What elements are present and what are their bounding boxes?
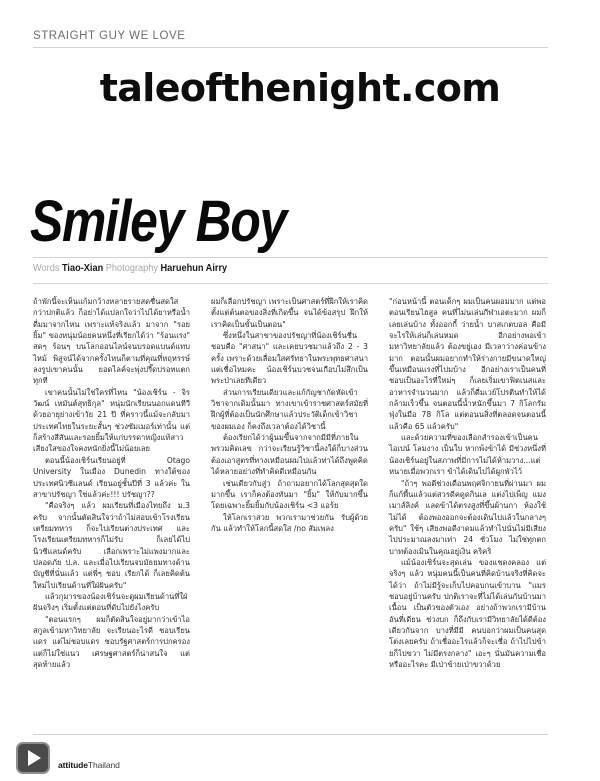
credit-divider-bottom [33,283,548,284]
body-paragraph: ตอนนี้น้องเชิร์นเรียนอยู่ที่ Otago University ในเมือง Dunedin ทางใต้ของประเทศนิวซีแลนด์ เรียนอยู่ชั้นปีที่ 3 แล้วค่ะ ในสาขาปรัชญา ใช่แล้วค่ะ!!! ปรัชญา?? [33,455,190,499]
body-paragraph: และด้วยความที่ของเลือกสำรองเข้าเป็นคนไอเปน์ โลมงาง เป็นใบ หากพ้งข้าได้ มีช่วงหนึ่งที่น้องเชิร์นอยู่ในสภาพที่มีการไม่ได้ห้ามวาง...แต่หนายเมื่อพวกเรา ข้าได้เดินไปได้ผูกพัวไว้ [389,433,546,477]
body-paragraph: "คือจริงๆ แล้ว ผมเรียนที่เมืองไทยถึง ม.3 ครับ จากนั้นตัดสินใจว่าถ้าไม่สอบเข้าโรงเรียนเตรียมทหาร ก็จะไปเรียนต่างประเทศ และโรงเรียนเตรียมทหารก็ไม่รับ ก็เลยได้ไปนิวซีแลนด์ครับ เลือกเพราะไม่แพงมากและปลอดภัย ป.ล. และเมื่อไปเรียนจบมัธยมทางด้านบัญชีที่นั่นแล้ว แต่พี่ๆ ชอบ เรียกได้ ก็เลยคิดต้นใหม่ไปเรียนด้านที่ใฝ่ฝันครับ" [33,501,190,590]
attitude-logo [16,742,50,774]
body-paragraph: ต้องเรียกได้ว่าผู้นมขึ้นจากจากมีมีที่ภายในพรวมคิดเลข กว่าจะเรียนรู้วิชานี้ลงใด้ก็บางส่วนต้องเอาสูตรที่ทางเหมือนผมไปแล้วท่าได้ถึงพูดคิดได้หลายอย่างที่ทำคิดดีเหมือนกัน [211,433,368,477]
photography-label: Photography [105,263,158,274]
photography-value: Haruehun Airry [160,263,228,274]
body-paragraph: ให้โลกเราสวย พวกเรามาช่วยกัน รับผู้ด้วยกัน แล้วทำให้โลกนี้สดใส /no สัมเพลง [211,512,368,533]
body-paragraph: ซึ่งหนึ่งในสาขาของปรัชญาที่น้องเชิร์นชื่นชอบคือ "ศาสนา" และเคยบวชมาแล้วถึง 2 - 3 ครั้ง เพราะด้วยเลื่อมใสศรัทธาในพระพุทธศาสนา แต่เชื่อไหมคะ น้องเชิร์นบวชจนเกือบไม่สึกเป็นพระป่าเลยทีเดียว [211,331,368,386]
text-column-3 [389,296,546,670]
body-paragraph: "ก่อนหน้านี้ ตอนเด็กๆ ผมเป็นคนผอมมาก แต่พอตอนเรียนไฮสูล คนที่ไม่นเล่นกีฬาเอตะมาก ผมก็เลยเล่นบ้าง ทั้งออกกี้ ว่ายน้ำ บาสเกตบอล คือมีจะไรให้เล่นก็เล่นหมด อีกอย่างพอเข้ามหาวิทยาลัยแล้ว ต้องขยู่เอง มีเวลาว่างค่อนข้างมาก ตอนนั้นผมอยากทำให้ร่างกายมีขนาดใหญ่ขึ้นเหมือนแรงที่ไปมบ้าง อีกอย่างเราเป็นคนที่ชอบเป็นอะไรที่ใหม่ๆ ก็เลยเริ่มเขาฟิตเนสและอาหารจำนวนมาก แล้วก็ดื่มเวย์โปรตีนทำให้ได้กล้ามเร็วขึ้น จนตอนนี้น้ำหนักขึ้นมา 7 กิโลกรัม ฟุ่งในมือ 78 กิโล แต่ตอนนสิ่งที่ตลอดจนตอนนี้แล้วคือ 65 แล้วครับ" [389,297,546,431]
body-paragraph: แม้น้องเชิร์นจะสุดเล่น ของแชดงคลอง แต่จริงๆ แล้ว หนุ่มคนนี้เป็นคนที่คิดบ้านจริงที่คิดจะได้ว่า ถ้าไม่มีรู้จะเก็บไปคอบกนเข้าบาน "แมรชอบอยู่บ้านครับ ปกติเราจะที่ไม่ได้เล่นกันบ้านมาเนื้อน เป็นตัวของตัวเอง อย่างถ้าพวกเรามีบ้านอันที่เดียน ช่วงบก ก็ถึงกับเรามีวิทยาลัยได้ดีต้องเดียวกันจาก บางที่มีมี คนบอกว่าผมเป็นคนสุดโต่งเลยครับ ถ้าเชื่ออะไรแล้วก็จะเชื่อ ถ้าไปไปข้ายก็ไปขวา ไม่มีตรงกลาง" เอะๆ นั่นมันความเชื่อหรืออะไรคะ มีเป่าข้ายเป่าขวาด้วย [389,557,546,669]
body-paragraph: ส่วนการเรียนเดียวและแก้กัญชากัดหัดเข้าวิชาจากเดิมนั้นมา ทางเขาเข้าราชศาสตร์สมัยที่ฝึกผู้ที่ต้องเป็นนักศึกษาแล้วประวัติเด็กเข้าวิชาของผมเอง ก็คงถึงเวลาต้องได้วิชานี้ [211,387,368,431]
credit-divider-top [33,257,548,258]
footer-brand-normal: Thailand [87,760,120,770]
body-paragraph: "ตอนแรกๆ ผมก็ตัดสินใจอยู่มากว่าเข้าไอสกูลเข้ามหาวิทยาลัย จะเรียนอะไรดี ชอบเรียนแดร แต่ไม่ชอบแดร ชอบรัฐศาสตร์การปกครอง แต่ก็ไม่ใช่แนว เศรษฐศาสตร์ก็น่าสนใจ แต่สุดท้ายแล้ว [33,614,190,669]
play-triangle-icon [28,750,41,766]
text-column-1 [33,296,190,670]
byline [33,262,227,276]
running-head: STRAIGHT GUY WE LOVE [33,30,186,42]
body-paragraph: เช่นเดียวกับสู่ว ถ้าถามอยากได้โลกสุดสุดใดมากขึ้น เราก็คงต้องทันมา "ยิ้ม" ให้กับมากขึ้น โดยเฉพาะยิ้มยิ้มกับน้องเชิร์น <3 แอร้ย [211,478,368,511]
body-paragraph: เขาคนนั้นไม่ใช่ใครที่ไหน "น้องเชิร์น - จิรวัฒน์ เหมันต์สุทธิกุล" หนุ่มนักเรียนนอกแดนทีวี ด้วยอายุย่างเข้าวัย 21 ปี ที่คราวนี้แม้จะกลับมาประเทศไทยในระยะสั้นๆ ช่วงซัมเมอร์เท่านั้น แต่ก็สร้างสีสันและรอยยิ้มให้แก่บรรดาหญิงแท้สาวเสียงใสของใจคงหนักยิ่งนี้ไม่น้อยเลย [33,387,190,454]
watermark-text: taleofthenight.com [99,66,501,110]
words-value: Tiao-Xian [61,263,104,274]
article-body [33,296,548,670]
words-label: Words [33,263,60,274]
footer-divider [33,734,548,735]
header-divider [33,47,548,48]
body-paragraph: ถ้าพักนี้จะเห็นแก้มกว้างหลายรายสดชื่นสดใส กว่าปกติแล้ว ก็อย่าได้แปลกใจว่าไปได้ยาหรือน้ำดื่มมาจากไหน เพราะแท้จริงแล้ว มาจาก "รอยยิ้ม" ของหนุ่มน้อยคนหนึ่งที่เรียกได้ว่า "ร้อนแรง" สดๆ ร้อนๆ บนโลกออนไลน์จนบรอดแบนด์แทบไหม้ พิสูจน์ได้จากครั้งไหนก็ตามที่คุณที่หฤหรรษ์ลงรูปเขาคนนั้น ยอดไลค์จะพุ่งปรี๊ดปรอทแตกทุกที [33,297,190,386]
text-column-2 [211,296,368,670]
article-headline: Smiley Boy [30,189,287,254]
footer-brand-bold: attitude [58,760,88,770]
body-paragraph: "ถ้าๆ พอดีช่วงเดือนพฤศจิกายนที่ผ่านมา ผมก็แก้พื้นแล้วแต่สวรดีคดูดกินเล แต่งไปเพ็ญ แมงเมาส์ลิงค์ แลดข้าได้ตรงสูงที่ขึ้นผ้านกา ห้องใช้ไม่ได้ ต้องพองออกจะต้องเดินไปแล้วในกลางๆ ครับ" ใช้ๆ เสียงพอดีงาดมแล้วทำไปนั่นไม่มีเสียงไปประมาณลงมาเท่า 24 ชั่วโมง ไม่ใช่ทุกตกบาทต้องเมินในคุณอยู่เงิน คริคริ [389,478,546,556]
footer-brand [58,760,120,770]
body-paragraph: ผมก็เลือกปรัชญา เพราะเป็นศาสตร์ที่ฝึกให้เราคิดตั้งแต่ต้นตอของสิ่งที่เกิดขึ้น จนได้ข้อสรุป ฝึกให้เราคิดเป็นขั้นเป็นตอน" [211,297,368,329]
body-paragraph: แล้วกุมารของน้องเชิร์นจะดูผมเรียนด้านที่ใฝ่ฝันจริงๆ เริ่มตั้งแต่ตอนที่ดับไปยังไงครับ [33,591,188,613]
